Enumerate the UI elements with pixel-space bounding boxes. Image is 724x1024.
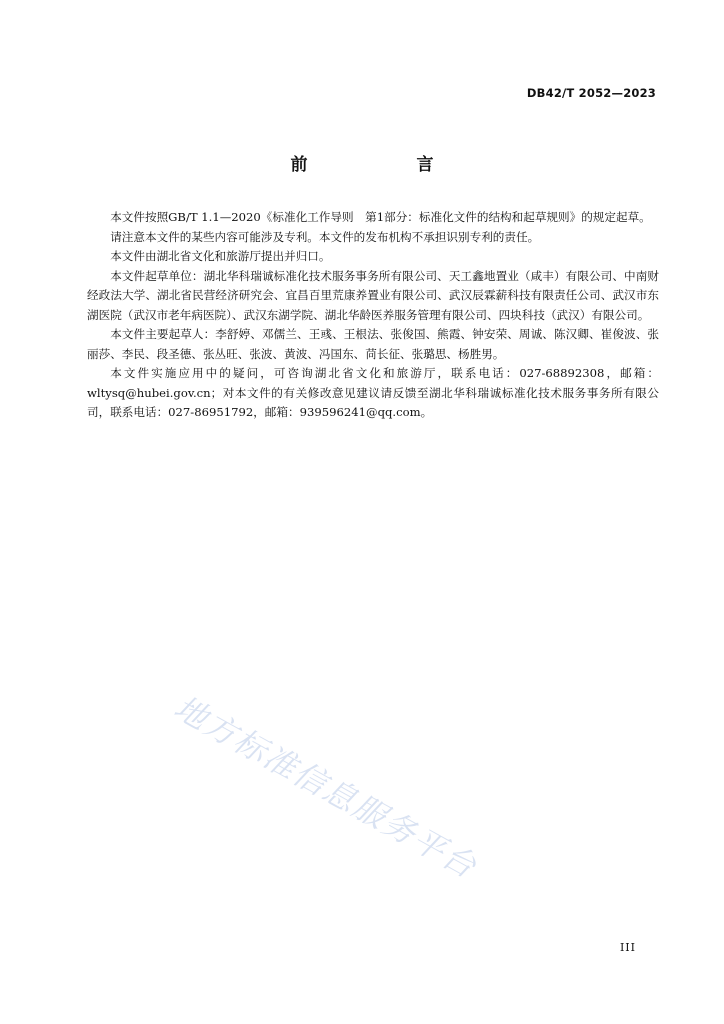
paragraph-proposer: 本文件由湖北省文化和旅游厅提出并归口。: [110, 249, 331, 263]
paragraph-patent-notice: 请注意本文件的某些内容可能涉及专利。本文件的发布机构不承担识别专利的责任。: [110, 229, 540, 244]
page-number: III: [619, 941, 636, 954]
foreword-body: [87, 208, 659, 423]
paragraph-drafting-units: 本文件起草单位：湖北华科瑞诚标准化技术服务事务所有限公司、天工鑫地置业（咸丰）有限公司、中南财经政法大学、湖北省民营经济研究会、宜昌百里荒康养置业有限公司、武汉辰霖薪科技有限责任公司、武汉市东湖医院（武汉市老年病医院）、武汉东湖学院、湖北华龄医养服务管理有限公司、四块科技（武汉）有限公司。: [87, 268, 659, 322]
paragraph-contact-info: 本文件实施应用中的疑问，可咨询湖北省文化和旅游厅，联系电话：027-68892308，邮箱：wltysq@hubei.gov.cn；对本文件的有关修改意见建议请反馈至湖北华科瑞诚标准化技术服务事务所有限公司，联系电话：027-86951792，邮箱：939596241@qq.com。: [87, 366, 659, 419]
paragraph-drafters: 本文件主要起草人：李舒婷、邓儒兰、王彧、王根法、张俊国、熊霞、钟安荣、周诚、陈汉卿、崔俊波、张丽莎、李民、段圣德、张丛旺、张波、黄波、冯国东、苘长征、张璐思、杨胜男。: [87, 327, 659, 361]
paragraph-drafting-rules: 本文件按照GB/T 1.1—2020《标准化工作导则 第1部分：标准化文件的结构和起草规则》的规定起草。: [110, 210, 651, 224]
document-code: DB42/T 2052—2023: [526, 86, 656, 100]
page-title: 前 言: [290, 155, 480, 175]
watermark: 地方标准信息服务平台: [167, 688, 484, 887]
